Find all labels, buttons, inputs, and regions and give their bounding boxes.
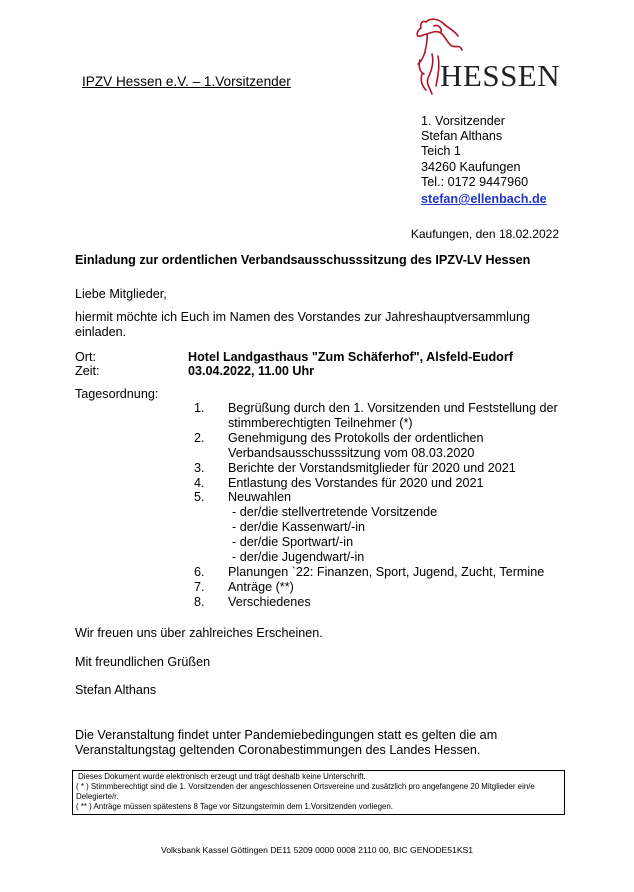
- date-line: Kaufungen, den 18.02.2022: [410, 227, 559, 241]
- agenda-item: 7. Anträge (**): [194, 579, 294, 594]
- time-value: 03.04.2022, 11.00 Uhr: [188, 364, 315, 378]
- agenda-subitem: - der/die Kassenwart/-in: [232, 520, 365, 535]
- subject-line: Einladung zur ordentlichen Verbandsausschusssitzung des IPZV-LV Hessen: [75, 253, 531, 267]
- agenda-item: 6. Planungen `22: Finanzen, Sport, Jugend, Zucht, Termine: [194, 564, 545, 579]
- pandemic-notice: Die Veranstaltung findet unter Pandemiebedingungen statt es gelten die am Veranstaltungstag geltenden Coronabestimmungen des Landes Hessen.: [75, 728, 498, 758]
- footnote-line: ( * ) Stimmberechtigt sind die 1. Vorsitzenden der angeschlossenen Ortsvereine und zusätzlich pro angefangene 20 Mitglieder ein/e Delegierte/r.: [76, 782, 535, 801]
- intro-paragraph: hiermit möchte ich Euch im Namen des Vorstandes zur Jahreshauptversammlung einladen.: [75, 310, 530, 340]
- agenda-item: 2. Genehmigung des Protokolls der ordentlichen Verbandsausschusssitzung vom 08.03.2020: [194, 430, 484, 460]
- greeting-line: Mit freundlichen Grüßen: [75, 655, 211, 669]
- closing-line: Wir freuen uns über zahlreiches Erscheinen.: [75, 626, 323, 640]
- footnote-box: [72, 770, 565, 815]
- agenda-item: 5. Neuwahlen: [194, 490, 292, 505]
- agenda-list: [194, 401, 574, 610]
- contact-block: [421, 114, 547, 207]
- contact-city: 34260 Kaufungen: [421, 159, 521, 174]
- contact-role: 1. Vorsitzender: [421, 114, 506, 128]
- agenda-item: 3. Berichte der Vorstandsmitglieder für 2020 und 2021: [194, 460, 516, 475]
- salutation: Liebe Mitglieder,: [75, 287, 167, 301]
- agenda-item: 1. Begrüßung durch den 1. Vorsitzenden und Feststellung der stimmberechtigten Teilnehmer (*): [194, 401, 558, 430]
- agenda-subitem: - der/die Sportwart/-in: [232, 535, 354, 550]
- place-value: Hotel Landgasthaus "Zum Schäferhof", Alsfeld-Eudorf: [188, 350, 513, 364]
- contact-street: Teich 1: [421, 144, 461, 159]
- bank-details: Volksbank Kassel Göttingen DE11 5209 0000 0008 2110 00, BIC GENODE51KS1: [160, 845, 474, 855]
- signature-name: Stefan Althans: [75, 683, 157, 697]
- place-label: Ort:: [75, 350, 96, 364]
- footnote-line: ( ** ) Anträge müssen spätestens 8 Tage vor Sitzungstermin dem 1.Vorsitzenden vorliegen.: [76, 802, 393, 811]
- agenda-item: 8. Verschiedenes: [194, 594, 311, 609]
- agenda-subitem: - der/die stellvertretende Vorsitzende: [232, 505, 438, 520]
- footnote-line: Dieses Dokument wurde elektronisch erzeugt und trägt deshalb keine Unterschrift.: [78, 772, 366, 781]
- contact-phone: Tel.: 0172 9447960: [421, 174, 529, 189]
- contact-name: Stefan Althans: [421, 129, 503, 144]
- agenda-item: 4. Entlastung des Vorstandes für 2020 und 2021: [194, 475, 484, 490]
- logo-wordmark: HESSEN: [440, 58, 561, 93]
- contact-email-link[interactable]: stefan@ellenbach.de: [421, 192, 547, 207]
- sender-title: IPZV Hessen e.V. – 1.Vorsitzender: [82, 74, 291, 89]
- agenda-subitem: - der/die Jugendwart/-in: [232, 550, 365, 565]
- time-label: Zeit:: [75, 364, 100, 378]
- agenda-label: Tagesordnung:: [75, 387, 159, 401]
